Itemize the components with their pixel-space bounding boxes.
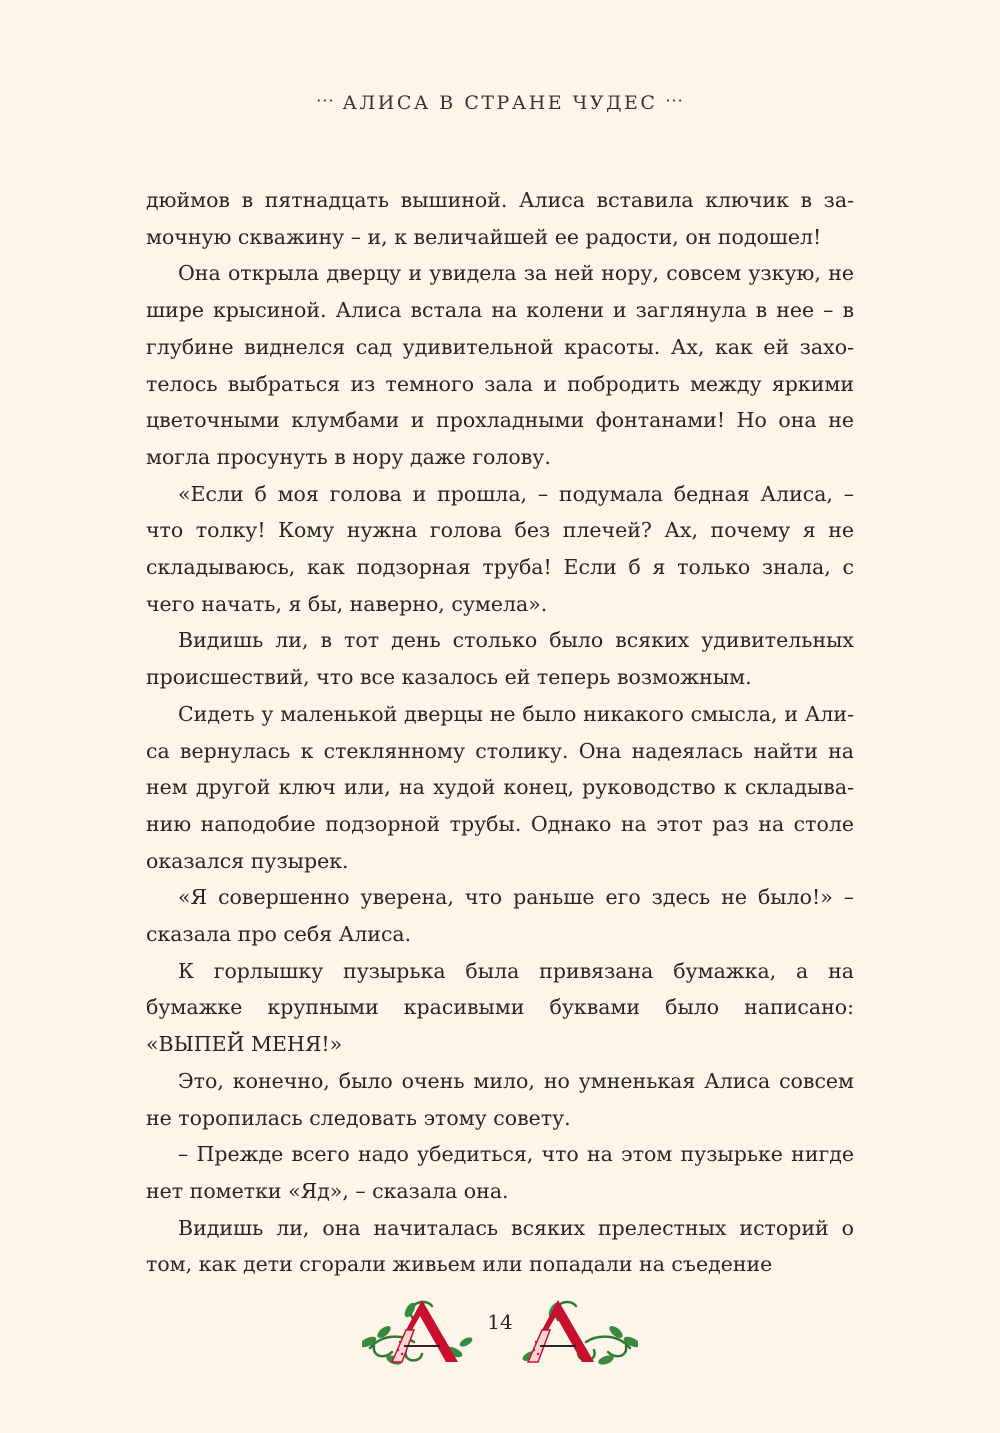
running-header [0, 92, 1000, 114]
paragraph: «Если б моя голова и прошла, – подумала бедная Алиса, – что толку! Кому нужна голова без плечей? Ах, почему я не складываюсь, как подзорная труба! Если б я только знала, с чего начать, я бы, наверно, сумела». [146, 481, 854, 616]
paragraph: «Я совершенно уверена, что раньше его здесь не было!» – сказала про себя Алиса. [146, 885, 854, 947]
paragraph: Видишь ли, она начиталась всяких прелестных историй о том, как дети сгорали живьем или попадали на съедение [146, 1215, 854, 1277]
vine-letter-a-ornament-icon [362, 1290, 482, 1370]
paragraph: К горлышку пузырька была привязана бумажка, а на бумажке крупными красивыми буквами было написано: «ВЫПЕЙ МЕНЯ!» [146, 958, 854, 1057]
paragraph: дюймов в пятнадцать вышиной. Алиса вставила ключик в замочную скважину – и, к величайшей ее радости, он подошел! [146, 188, 854, 249]
page-text-body [146, 182, 854, 1283]
paragraph: Видишь ли, в тот день столько было всяких удивительных происшествий, что все казалось ей теперь возможным. [146, 628, 854, 690]
page-number: 14 [487, 1310, 513, 1334]
header-dots-right: ··· [665, 91, 684, 110]
header-title: АЛИСА В СТРАНЕ ЧУДЕС [342, 92, 658, 114]
header-dots-left: ··· [316, 91, 335, 110]
paragraph: – Прежде всего надо убедиться, что на этом пузырьке нигде нет пометки «Яд», – сказала она. [146, 1142, 854, 1203]
paragraph: Это, конечно, было очень мило, но умненькая Алиса совсем не торопилась следовать этому совету. [146, 1068, 854, 1130]
paragraph: Сидеть у маленькой дверцы не было никакого смысла, и Алиса вернулась к стеклянному столику. Она надеялась найти на нем другой ключ или, на худой конец, руководство к складыванию наподобие подзорной трубы. Однако на этот раз на столе оказался пузырек. [146, 701, 854, 873]
paragraph: Она открыла дверцу и увидела за ней нору, совсем узкую, не шире крысиной. Алиса встала на колени и заглянула в нее – в глубине виднелся сад удивительной красоты. Ах, как ей захотелось выбраться из темного зала и побродить между яркими цветочными клумбами и прохладными фонтанами! Но она не могла просунуть в нору даже голову. [146, 261, 854, 469]
page-footer [0, 1290, 1000, 1370]
vine-letter-a-ornament-icon [518, 1290, 638, 1370]
